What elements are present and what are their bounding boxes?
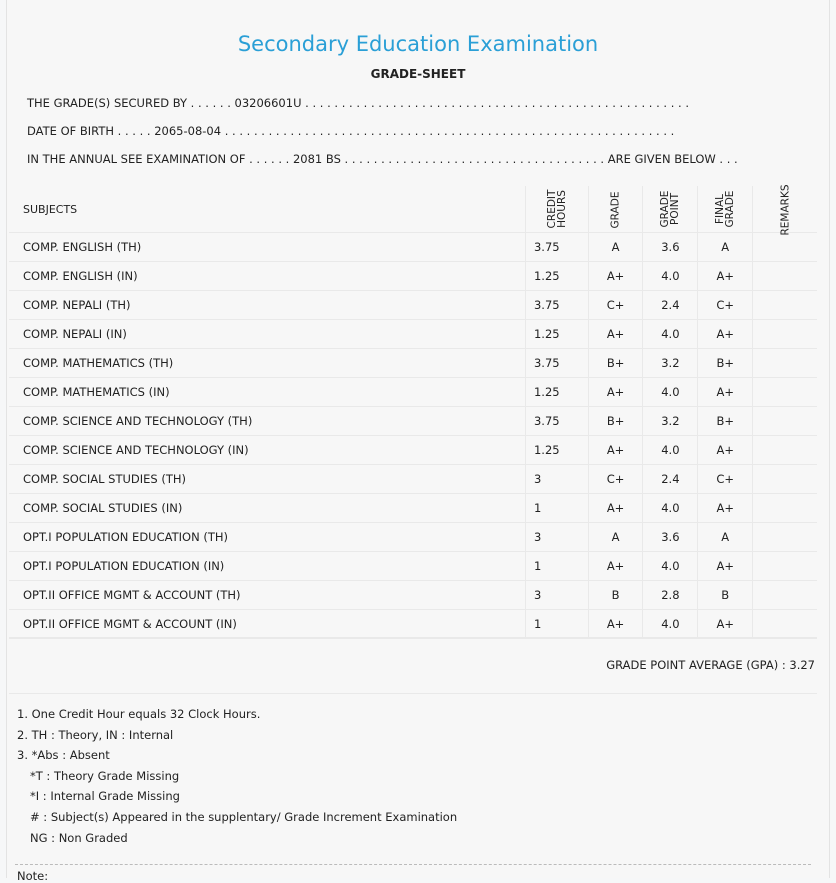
grade-cell: A+ (588, 436, 643, 465)
grade-cell: A (588, 233, 643, 262)
table-row (9, 291, 817, 320)
grade-cell: A+ (588, 320, 643, 349)
table-bottom-divider (9, 637, 817, 638)
grade-cell: C+ (588, 291, 643, 320)
gpa-summary: GRADE POINT AVERAGE (GPA) : 3.27 (606, 658, 815, 672)
remarks-cell (753, 494, 817, 523)
note-item: NG : Non Graded (30, 830, 128, 845)
table-row (9, 378, 817, 407)
grade-point-cell: 3.2 (643, 349, 698, 378)
final-grade-cell: A+ (698, 262, 753, 291)
credit-hours-cell: 1.25 (525, 378, 588, 407)
final-grade-cell: A+ (698, 552, 753, 581)
grade-point-cell: 4.0 (643, 320, 698, 349)
remarks-cell (753, 581, 817, 610)
credit-hours-cell: 3.75 (525, 291, 588, 320)
subject-cell: COMP. MATHEMATICS (TH) (9, 349, 525, 378)
final-grade-cell: A (698, 523, 753, 552)
final-grade-cell: A+ (698, 494, 753, 523)
note-label: Note: (17, 869, 49, 883)
grade-cell: B+ (588, 349, 643, 378)
remarks-header: REMARKS (753, 186, 817, 233)
subject-cell: OPT.II OFFICE MGMT & ACCOUNT (TH) (9, 581, 525, 610)
credit-hours-cell: 3.75 (525, 349, 588, 378)
subject-cell: COMP. SCIENCE AND TECHNOLOGY (TH) (9, 407, 525, 436)
credit-hours-cell: 3 (525, 523, 588, 552)
grade-cell: B+ (588, 407, 643, 436)
credit-hours-cell: 1.25 (525, 262, 588, 291)
grade-point-cell: 3.6 (643, 233, 698, 262)
grade-point-cell: 2.4 (643, 291, 698, 320)
subject-cell: COMP. ENGLISH (IN) (9, 262, 525, 291)
grade-cell: C+ (588, 465, 643, 494)
table-row (9, 581, 817, 610)
table-row (9, 552, 817, 581)
grade-point-header: GRADE POINT (643, 186, 698, 233)
credit-hours-header: CREDIT HOURS (525, 186, 588, 233)
remarks-cell (753, 407, 817, 436)
grade-cell: A (588, 523, 643, 552)
note-item: *I : Internal Grade Missing (30, 789, 180, 804)
final-grade-header: FINAL GRADE (698, 186, 753, 233)
grade-point-cell: 4.0 (643, 262, 698, 291)
grade-point-cell: 3.6 (643, 523, 698, 552)
table-row (9, 407, 817, 436)
grade-cell: A+ (588, 262, 643, 291)
subjects-header: SUBJECTS (9, 186, 525, 233)
grade-cell: A+ (588, 378, 643, 407)
table-row (9, 465, 817, 494)
grade-point-cell: 2.4 (643, 465, 698, 494)
subject-cell: COMP. NEPALI (TH) (9, 291, 525, 320)
note-item: 3. *Abs : Absent (17, 748, 110, 763)
notes-list (17, 704, 457, 848)
subject-cell: COMP. SCIENCE AND TECHNOLOGY (IN) (9, 436, 525, 465)
grade-point-cell: 4.0 (643, 436, 698, 465)
subject-cell: COMP. NEPALI (IN) (9, 320, 525, 349)
remarks-cell (753, 610, 817, 639)
table-row (9, 320, 817, 349)
final-grade-cell: B+ (698, 349, 753, 378)
credit-hours-cell: 3 (525, 581, 588, 610)
date-of-birth-line: DATE OF BIRTH . . . . . 2065-08-04 . . . . . . . . . . . . . . . . . . . . . . . . . . . . . . . . . . . . . . . . . . . . . . . . . . . . . . . . . . . . . . (27, 124, 675, 138)
table-row (9, 349, 817, 378)
remarks-cell (753, 262, 817, 291)
subject-cell: COMP. MATHEMATICS (IN) (9, 378, 525, 407)
subject-cell: OPT.I POPULATION EDUCATION (TH) (9, 523, 525, 552)
grade-cell: A+ (588, 494, 643, 523)
credit-hours-cell: 1.25 (525, 436, 588, 465)
grade-point-cell: 4.0 (643, 552, 698, 581)
grade-cell: B (588, 581, 643, 610)
note-item: *T : Theory Grade Missing (30, 768, 180, 783)
grade-point-cell: 4.0 (643, 610, 698, 639)
subject-cell: OPT.II OFFICE MGMT & ACCOUNT (IN) (9, 610, 525, 639)
note-item: # : Subject(s) Appeared in the supplentary/ Grade Increment Examination (30, 809, 458, 824)
final-grade-cell: A (698, 233, 753, 262)
final-grade-cell: B+ (698, 407, 753, 436)
credit-hours-cell: 3.75 (525, 233, 588, 262)
final-grade-cell: A+ (698, 320, 753, 349)
secured-by-line: THE GRADE(S) SECURED BY . . . . . . 03206601U . . . . . . . . . . . . . . . . . . . . . . . . . . . . . . . . . . . . . . . . . . . . . . . . . . . . . (27, 96, 689, 110)
remarks-cell (753, 523, 817, 552)
remarks-cell (753, 291, 817, 320)
page-title: Secondary Education Examination (237, 32, 599, 56)
subject-cell: OPT.I POPULATION EDUCATION (IN) (9, 552, 525, 581)
table-row (9, 262, 817, 291)
table-row (9, 233, 817, 262)
table-row (9, 523, 817, 552)
dashed-divider (15, 864, 811, 865)
note-item: 2. TH : Theory, IN : Internal (17, 727, 174, 742)
subject-cell: COMP. ENGLISH (TH) (9, 233, 525, 262)
remarks-cell (753, 436, 817, 465)
remarks-cell (753, 233, 817, 262)
remarks-cell (753, 320, 817, 349)
final-grade-cell: B (698, 581, 753, 610)
table-row (9, 494, 817, 523)
credit-hours-cell: 1 (525, 610, 588, 639)
grade-point-cell: 4.0 (643, 378, 698, 407)
grade-point-cell: 3.2 (643, 407, 698, 436)
table-header-row (9, 186, 817, 233)
final-grade-cell: A+ (698, 378, 753, 407)
subject-cell: COMP. SOCIAL STUDIES (TH) (9, 465, 525, 494)
grade-cell: A+ (588, 610, 643, 639)
credit-hours-cell: 3.75 (525, 407, 588, 436)
remarks-cell (753, 378, 817, 407)
exam-line: IN THE ANNUAL SEE EXAMINATION OF . . . . . . 2081 BS . . . . . . . . . . . . . . . . . . . . . . . . . . . . . . . . . . . . ARE GIVEN BELOW . . . (27, 152, 738, 166)
subject-cell: COMP. SOCIAL STUDIES (IN) (9, 494, 525, 523)
grades-table (9, 183, 817, 639)
grade-point-cell: 2.8 (643, 581, 698, 610)
credit-hours-cell: 1 (525, 494, 588, 523)
table-row (9, 610, 817, 639)
grade-cell: A+ (588, 552, 643, 581)
table-row (9, 436, 817, 465)
note-item: 1. One Credit Hour equals 32 Clock Hours. (17, 707, 261, 721)
gpa-divider (9, 693, 817, 694)
final-grade-cell: C+ (698, 465, 753, 494)
final-grade-cell: A+ (698, 610, 753, 639)
grade-header: GRADE (588, 186, 643, 233)
remarks-cell (753, 552, 817, 581)
credit-hours-cell: 3 (525, 465, 588, 494)
page-subtitle: GRADE-SHEET (370, 67, 466, 81)
grade-sheet-page (6, 0, 830, 883)
final-grade-cell: C+ (698, 291, 753, 320)
remarks-cell (753, 465, 817, 494)
credit-hours-cell: 1.25 (525, 320, 588, 349)
credit-hours-cell: 1 (525, 552, 588, 581)
remarks-cell (753, 349, 817, 378)
final-grade-cell: A+ (698, 436, 753, 465)
grade-point-cell: 4.0 (643, 494, 698, 523)
